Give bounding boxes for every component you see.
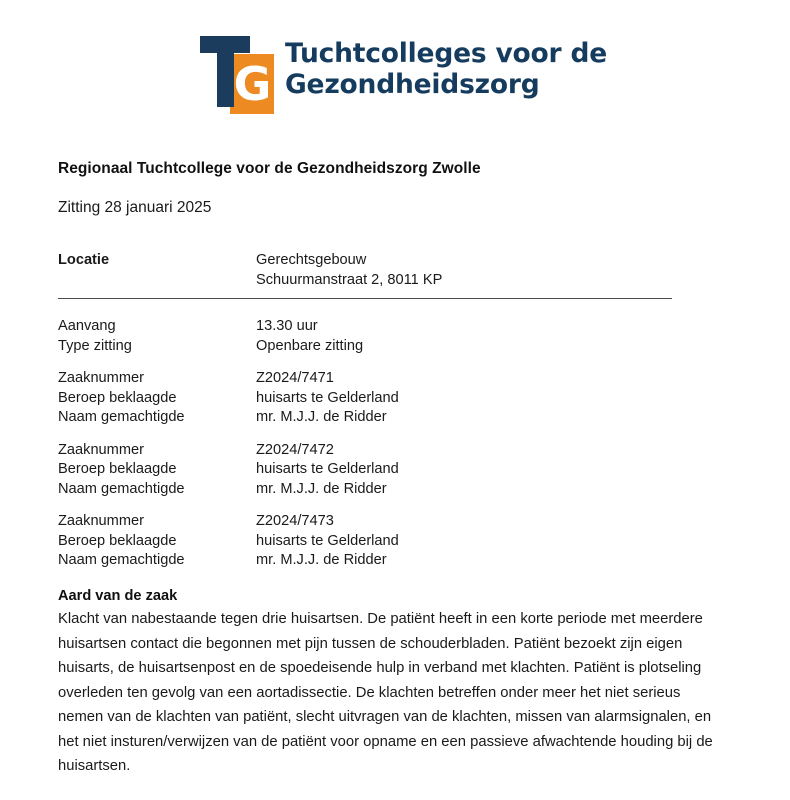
logo-wordmark-line-1: Tuchtcolleges voor de xyxy=(285,38,607,69)
representative-row xyxy=(58,408,718,428)
case-number-value: Z2024/7471 xyxy=(256,370,334,386)
profession-label: Beroep beklaagde xyxy=(58,461,177,477)
case-block xyxy=(58,512,718,571)
location-label: Locatie xyxy=(58,252,110,268)
representative-value: mr. M.J.J. de Ridder xyxy=(256,409,387,425)
location-value-line-1: Gerechtsgebouw xyxy=(256,252,367,268)
case-number-value: Z2024/7473 xyxy=(256,513,334,529)
profession-value: huisarts te Gelderland xyxy=(256,461,399,477)
case-number-value: Z2024/7472 xyxy=(256,441,334,458)
representative-row xyxy=(58,551,718,571)
profession-row xyxy=(58,389,718,409)
nature-of-case-heading: Aard van de zaak xyxy=(58,588,178,604)
session-type-row xyxy=(58,337,718,357)
profession-value: huisarts te Gelderland xyxy=(256,532,399,549)
profession-label: Beroep beklaagde xyxy=(58,532,177,549)
case-number-row xyxy=(58,512,718,532)
start-time-value: 13.30 uur xyxy=(256,318,318,334)
case-number-label: Zaaknummer xyxy=(58,370,144,386)
location-value-line-2: Schuurmanstraat 2, 8011 KP xyxy=(256,271,443,288)
case-number-label: Zaaknummer xyxy=(58,513,144,529)
location-row-continued xyxy=(58,271,718,291)
case-block xyxy=(58,441,718,500)
logo-mark-tg xyxy=(196,36,274,114)
case-number-row xyxy=(58,441,718,461)
session-details xyxy=(58,251,718,571)
location-group xyxy=(58,251,718,290)
organization-logo xyxy=(196,36,607,114)
page-subtitle: Zitting 28 januari 2025 xyxy=(58,199,212,216)
location-row xyxy=(58,251,718,271)
start-time-row xyxy=(58,317,718,337)
nature-of-case-text: Klacht van nabestaande tegen drie huisartsen. De patiënt heeft in een korte periode met meerdere huisartsen contact die begonnen met pijn tussen de schouderbladen. Patiënt bezoekt zijn eigen huisarts, de huisartsenpost en de spoedeisende hulp in verband met klachten. Patiënt is plotseling overleden ten gevolg van een aortadissectie. De klachten betreffen onder meer het niet serieus nemen van de klachten van patiënt, slecht uitvragen van de klachten, missen van alarmsignalen, en het niet insturen/verwijzen van de patiënt voor opname en een passieve afwachtende houding bij de huisartsen. xyxy=(58,611,713,774)
session-type-label: Type zitting xyxy=(58,337,132,354)
profession-row xyxy=(58,460,718,480)
representative-label: Naam gemachtigde xyxy=(58,480,185,497)
session-info-group xyxy=(58,317,718,356)
logo-letter-g: G xyxy=(233,57,271,111)
representative-value: mr. M.J.J. de Ridder xyxy=(256,480,387,497)
logo-wordmark-line-2: Gezondheidszorg xyxy=(285,69,540,100)
representative-row xyxy=(58,480,718,500)
profession-row xyxy=(58,532,718,552)
representative-value: mr. M.J.J. de Ridder xyxy=(256,552,387,568)
nature-of-case-section xyxy=(58,586,713,779)
start-time-label: Aanvang xyxy=(58,318,116,334)
representative-label: Naam gemachtigde xyxy=(58,409,185,425)
case-block xyxy=(58,369,718,428)
logo-wordmark xyxy=(285,36,607,100)
representative-label: Naam gemachtigde xyxy=(58,552,185,568)
profession-label: Beroep beklaagde xyxy=(58,389,177,406)
page-title: Regionaal Tuchtcollege voor de Gezondheidszorg Zwolle xyxy=(58,160,481,177)
case-number-label: Zaaknummer xyxy=(58,441,144,458)
case-number-row xyxy=(58,369,718,389)
session-type-value: Openbare zitting xyxy=(256,337,364,354)
profession-value: huisarts te Gelderland xyxy=(256,389,399,406)
